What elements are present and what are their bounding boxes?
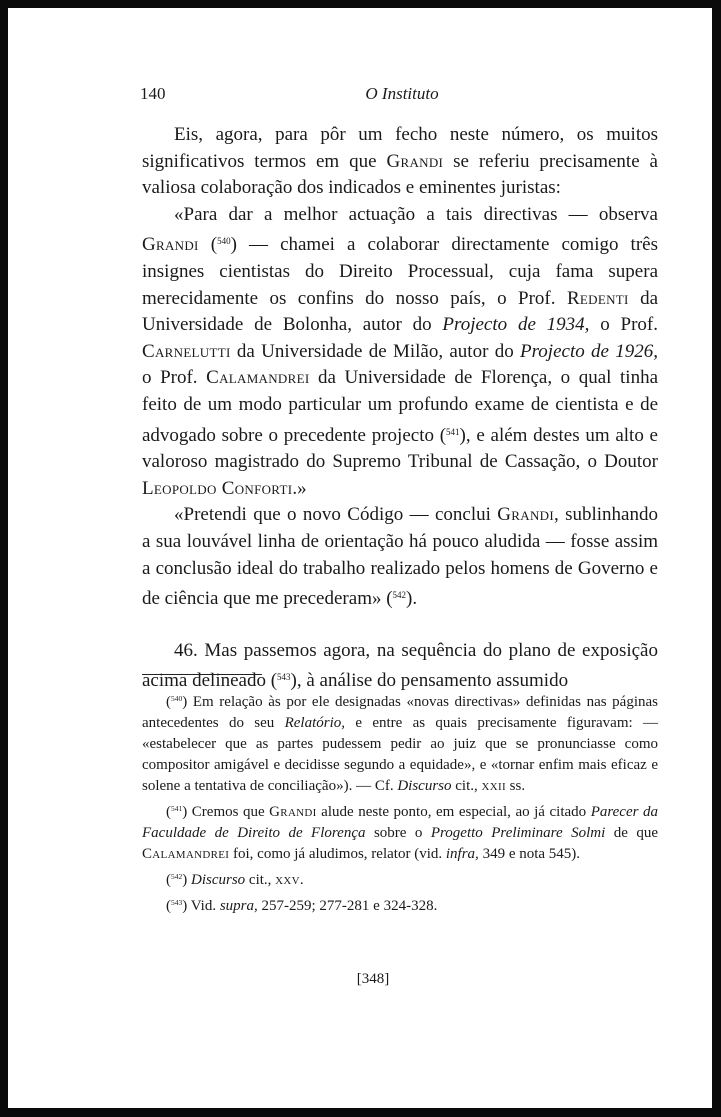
text-run: cit., — [245, 872, 276, 888]
text-run: e entre as quais precisamente figuravam: — «estabelecer que as partes pudessem pedir ao juiz que se pronunciasse como compositor amigável e decidisse segundo a equidade», e «tornar enfim mais eficaz e solene a tentativa de conciliação»). — Cf. — [142, 715, 658, 794]
paragraph-4 — [142, 638, 658, 695]
italic-run: Discurso — [191, 872, 246, 888]
text-run: ( — [166, 804, 171, 820]
page-reference — [8, 971, 712, 988]
text-run: de que — [605, 825, 658, 841]
italic-run: Projecto de 1926, — [520, 340, 659, 362]
document-page — [8, 8, 712, 1108]
footnote-ref: 542 — [392, 590, 407, 601]
footnote-number: 540 — [171, 694, 183, 703]
italic-run: infra, — [445, 846, 479, 862]
author-name: Calamandrei — [142, 846, 230, 862]
paragraph-2 — [142, 202, 658, 503]
text-run: ) — chamei a colaborar directamente comigo três insignes cientistas do Direito Processual, cuja fama supera merecidamente os confins do nosso país, o Prof. — [142, 234, 658, 309]
footnote-number: 542 — [171, 872, 183, 881]
text-run: ) — [182, 872, 191, 888]
text-run: sobre o — [365, 825, 431, 841]
italic-run: Projecto de 1934, — [442, 314, 590, 336]
author-name: Carnelutti — [142, 340, 231, 362]
text-run: ) Cremos que — [182, 804, 270, 820]
text-run: 257-259; 277-281 e 324-328. — [257, 898, 438, 914]
text-run: ( — [198, 234, 218, 256]
text-run: foi, como já aludimos, relator (vid. — [229, 846, 446, 862]
author-name: Redenti — [566, 287, 629, 309]
footnote-541 — [142, 798, 658, 865]
footnote-543 — [142, 892, 658, 917]
text-run: da Universidade de Bolonha, autor do — [142, 287, 659, 336]
italic-run: Relatório, — [284, 715, 346, 731]
text-run: «Pretendi que o novo Código — conclui — [174, 504, 498, 526]
text-run: ( — [166, 694, 171, 710]
page-reference-text: [348] — [356, 971, 390, 987]
footnote-542 — [142, 866, 658, 891]
text-run: .» — [292, 477, 307, 499]
footnote-540 — [142, 688, 658, 797]
text-run: 46. Mas passemos agora, na sequência do plano de exposição acima delineado ( — [142, 639, 658, 692]
text-run: ), à análise do pensamento assumido — [290, 670, 569, 692]
text-run: 349 e nota 545). — [478, 846, 581, 862]
roman-numeral: xxii — [481, 778, 506, 794]
roman-numeral: xxv — [275, 872, 300, 888]
author-name: Grandi — [269, 804, 317, 820]
text-run: ) Vid. — [182, 898, 220, 914]
author-name: Grandi — [142, 234, 199, 256]
journal-title: O Instituto — [365, 84, 439, 103]
paragraph-3 — [142, 502, 658, 612]
footnote-number: 543 — [171, 898, 183, 907]
italic-run: supra, — [219, 898, 258, 914]
footnote-ref: 543 — [277, 672, 291, 683]
text-run: ), e além destes um alto e valoroso magistrado do Supremo Tribunal de Cassação, o Doutor — [142, 424, 658, 473]
footnote-ref: 540 — [217, 236, 231, 247]
text-run: , sublinhando a sua louvável linha de orientação há pouco aludida — fosse assim a conclusão ideal do trabalho realizado pelos homens de Governo e de ciência que me precederam» ( — [142, 504, 658, 610]
text-run: ss. — [505, 778, 526, 794]
text-run: . — [299, 872, 304, 888]
author-name: Calamandrei — [206, 367, 310, 389]
text-run: da Universidade de Florença, o qual tinha feito de um modo particular um profundo exame de cientista e de advogado sobre o precedente projecto ( — [142, 367, 658, 446]
text-run: ( — [166, 898, 171, 914]
text-run: «Para dar a melhor actuação a tais directivas — observa — [174, 203, 658, 225]
running-head — [140, 84, 664, 108]
text-run: se referiu precisamente à valiosa colaboração dos indicados e eminentes juristas: — [142, 150, 658, 199]
text-run: o Prof. — [589, 314, 659, 336]
body-text — [142, 122, 658, 695]
text-run: cit., — [451, 778, 482, 794]
italic-run: Parecer da Faculdade de Direito de Florença — [142, 804, 658, 841]
paragraph-1 — [142, 122, 658, 202]
text-run: ) Em relação às por ele designadas «novas directivas» definidas nas páginas antecedentes do seu — [142, 694, 658, 731]
author-name: Grandi — [497, 504, 554, 526]
footnote-number: 541 — [171, 804, 183, 813]
text-run: ). — [406, 588, 418, 610]
italic-run: Progetto Preliminare Solmi — [430, 825, 606, 841]
author-name: Grandi — [386, 150, 444, 172]
author-name: Leopoldo Conforti — [142, 477, 293, 499]
text-run: alude neste ponto, em especial, ao já citado — [316, 804, 591, 820]
footnote-ref: 541 — [446, 426, 460, 437]
text-run: o Prof. — [142, 367, 207, 389]
italic-run: Discurso — [397, 778, 452, 794]
text-run: ( — [166, 872, 171, 888]
footnote-divider — [142, 674, 262, 675]
footnotes — [142, 688, 658, 918]
text-run: da Universidade de Milão, autor do — [230, 340, 521, 362]
page-number: 140 — [140, 84, 166, 103]
text-run: Eis, agora, para pôr um fecho neste número, os muitos significativos termos em que — [142, 124, 658, 172]
